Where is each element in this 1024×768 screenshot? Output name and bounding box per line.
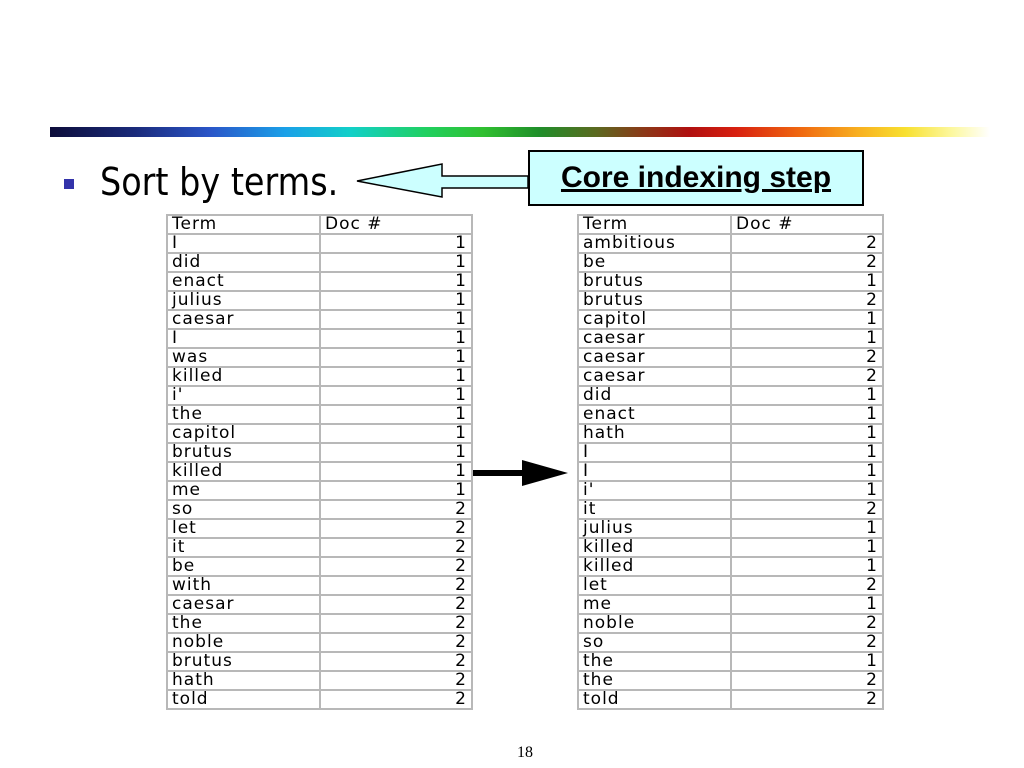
unsorted-term-table [166, 214, 473, 710]
table-row [578, 234, 883, 253]
term-cell: the [167, 405, 320, 424]
page-number: 18 [517, 744, 533, 761]
term-cell: told [167, 690, 320, 709]
term-cell: so [578, 633, 731, 652]
callout-pointer-arrow-icon [357, 164, 528, 197]
term-cell: it [578, 500, 731, 519]
table-row [167, 424, 472, 443]
doc-id-cell: 1 [731, 538, 883, 557]
doc-id-cell: 1 [320, 424, 472, 443]
table-row [167, 462, 472, 481]
term-cell: it [167, 538, 320, 557]
doc-id-cell: 2 [731, 500, 883, 519]
table-row [578, 633, 883, 652]
doc-id-cell: 1 [731, 310, 883, 329]
term-cell: killed [578, 557, 731, 576]
table-row [167, 367, 472, 386]
table-row [167, 538, 472, 557]
term-cell: let [167, 519, 320, 538]
title-divider-gradient [50, 127, 990, 137]
term-cell: julius [578, 519, 731, 538]
doc-id-cell: 1 [320, 462, 472, 481]
doc-header: Doc # [731, 215, 883, 234]
doc-id-cell: 2 [320, 633, 472, 652]
doc-id-cell: 2 [731, 671, 883, 690]
term-cell: the [578, 671, 731, 690]
term-cell: noble [167, 633, 320, 652]
table-row [167, 405, 472, 424]
term-cell: i' [167, 386, 320, 405]
table-row [578, 348, 883, 367]
table-row [167, 652, 472, 671]
table-row [167, 576, 472, 595]
table-row [167, 253, 472, 272]
table-row [167, 329, 472, 348]
table-row [578, 272, 883, 291]
term-cell: I [578, 443, 731, 462]
term-cell: caesar [167, 595, 320, 614]
term-cell: killed [167, 367, 320, 386]
doc-id-cell: 1 [320, 234, 472, 253]
term-cell: noble [578, 614, 731, 633]
table-row [167, 500, 472, 519]
callout-label: Core indexing step [560, 161, 832, 194]
table-row [578, 291, 883, 310]
doc-id-cell: 1 [320, 310, 472, 329]
table-row [578, 690, 883, 709]
table-row [167, 272, 472, 291]
doc-id-cell: 2 [731, 633, 883, 652]
table-row [167, 234, 472, 253]
doc-id-cell: 1 [731, 595, 883, 614]
doc-id-cell: 2 [320, 538, 472, 557]
table-row [167, 519, 472, 538]
doc-id-cell: 2 [731, 234, 883, 253]
doc-id-cell: 1 [320, 367, 472, 386]
doc-id-cell: 1 [320, 481, 472, 500]
table-row [578, 462, 883, 481]
term-cell: the [167, 614, 320, 633]
doc-id-cell: 1 [320, 272, 472, 291]
doc-id-cell: 2 [320, 500, 472, 519]
doc-id-cell: 1 [731, 557, 883, 576]
table-row [578, 576, 883, 595]
term-cell: the [578, 652, 731, 671]
term-cell: capitol [167, 424, 320, 443]
table-row [578, 386, 883, 405]
term-cell: caesar [167, 310, 320, 329]
doc-id-cell: 1 [320, 291, 472, 310]
term-cell: told [578, 690, 731, 709]
term-cell: brutus [578, 272, 731, 291]
term-cell: killed [167, 462, 320, 481]
term-cell: capitol [578, 310, 731, 329]
table-row [167, 557, 472, 576]
table-row [167, 310, 472, 329]
doc-id-cell: 1 [731, 424, 883, 443]
table-row [167, 386, 472, 405]
doc-id-cell: 2 [731, 291, 883, 310]
term-cell: be [578, 253, 731, 272]
doc-id-cell: 2 [320, 576, 472, 595]
doc-id-cell: 2 [731, 690, 883, 709]
term-cell: was [167, 348, 320, 367]
doc-id-cell: 1 [320, 253, 472, 272]
term-cell: brutus [167, 652, 320, 671]
term-cell: enact [578, 405, 731, 424]
table-row [167, 614, 472, 633]
right-arrow-icon [473, 460, 568, 486]
term-header: Term [578, 215, 731, 234]
doc-id-cell: 2 [731, 576, 883, 595]
doc-id-cell: 2 [731, 253, 883, 272]
term-cell: i' [578, 481, 731, 500]
doc-id-cell: 1 [731, 481, 883, 500]
table-row [578, 671, 883, 690]
doc-header: Doc # [320, 215, 472, 234]
doc-id-cell: 2 [320, 614, 472, 633]
term-cell: did [167, 253, 320, 272]
table-row [167, 671, 472, 690]
table-row [578, 481, 883, 500]
doc-id-cell: 1 [320, 443, 472, 462]
table-row [167, 595, 472, 614]
term-cell: I [578, 462, 731, 481]
table-row [578, 595, 883, 614]
term-cell: I [167, 234, 320, 253]
table-row [578, 253, 883, 272]
doc-id-cell: 2 [320, 671, 472, 690]
table-row [167, 633, 472, 652]
term-cell: hath [578, 424, 731, 443]
doc-id-cell: 1 [320, 386, 472, 405]
doc-id-cell: 2 [320, 557, 472, 576]
term-cell: did [578, 386, 731, 405]
table-header-row [578, 215, 883, 234]
bullet-text: Sort by terms. [100, 160, 339, 204]
table-row [167, 291, 472, 310]
doc-id-cell: 2 [731, 367, 883, 386]
term-cell: be [167, 557, 320, 576]
term-cell: me [167, 481, 320, 500]
table-row [578, 538, 883, 557]
term-header: Term [167, 215, 320, 234]
doc-id-cell: 1 [731, 519, 883, 538]
table-row [578, 443, 883, 462]
doc-id-cell: 2 [320, 595, 472, 614]
term-cell: let [578, 576, 731, 595]
doc-id-cell: 1 [320, 348, 472, 367]
doc-id-cell: 1 [731, 386, 883, 405]
table-row [167, 443, 472, 462]
table-row [578, 405, 883, 424]
table-row [578, 500, 883, 519]
term-cell: so [167, 500, 320, 519]
table-row [578, 519, 883, 538]
term-cell: brutus [578, 291, 731, 310]
doc-id-cell: 2 [320, 652, 472, 671]
term-cell: caesar [578, 348, 731, 367]
core-indexing-callout [528, 150, 864, 206]
term-cell: me [578, 595, 731, 614]
doc-id-cell: 1 [731, 405, 883, 424]
sorted-term-table [577, 214, 884, 710]
term-cell: ambitious [578, 234, 731, 253]
doc-id-cell: 2 [320, 690, 472, 709]
term-cell: enact [167, 272, 320, 291]
table-row [578, 367, 883, 386]
doc-id-cell: 2 [731, 614, 883, 633]
table-row [578, 424, 883, 443]
doc-id-cell: 1 [731, 329, 883, 348]
table-header-row [167, 215, 472, 234]
term-cell: julius [167, 291, 320, 310]
term-cell: I [167, 329, 320, 348]
doc-id-cell: 1 [731, 462, 883, 481]
doc-id-cell: 1 [731, 272, 883, 291]
term-cell: caesar [578, 367, 731, 386]
doc-id-cell: 1 [731, 652, 883, 671]
term-cell: killed [578, 538, 731, 557]
table-row [578, 614, 883, 633]
doc-id-cell: 2 [320, 519, 472, 538]
term-cell: hath [167, 671, 320, 690]
doc-id-cell: 1 [320, 329, 472, 348]
doc-id-cell: 1 [320, 405, 472, 424]
table-row [578, 310, 883, 329]
table-row [167, 348, 472, 367]
doc-id-cell: 1 [731, 443, 883, 462]
table-row [578, 329, 883, 348]
doc-id-cell: 2 [731, 348, 883, 367]
term-cell: brutus [167, 443, 320, 462]
table-row [167, 481, 472, 500]
term-cell: with [167, 576, 320, 595]
table-row [578, 557, 883, 576]
bullet-square [64, 179, 74, 189]
table-row [578, 652, 883, 671]
term-cell: caesar [578, 329, 731, 348]
table-row [167, 690, 472, 709]
